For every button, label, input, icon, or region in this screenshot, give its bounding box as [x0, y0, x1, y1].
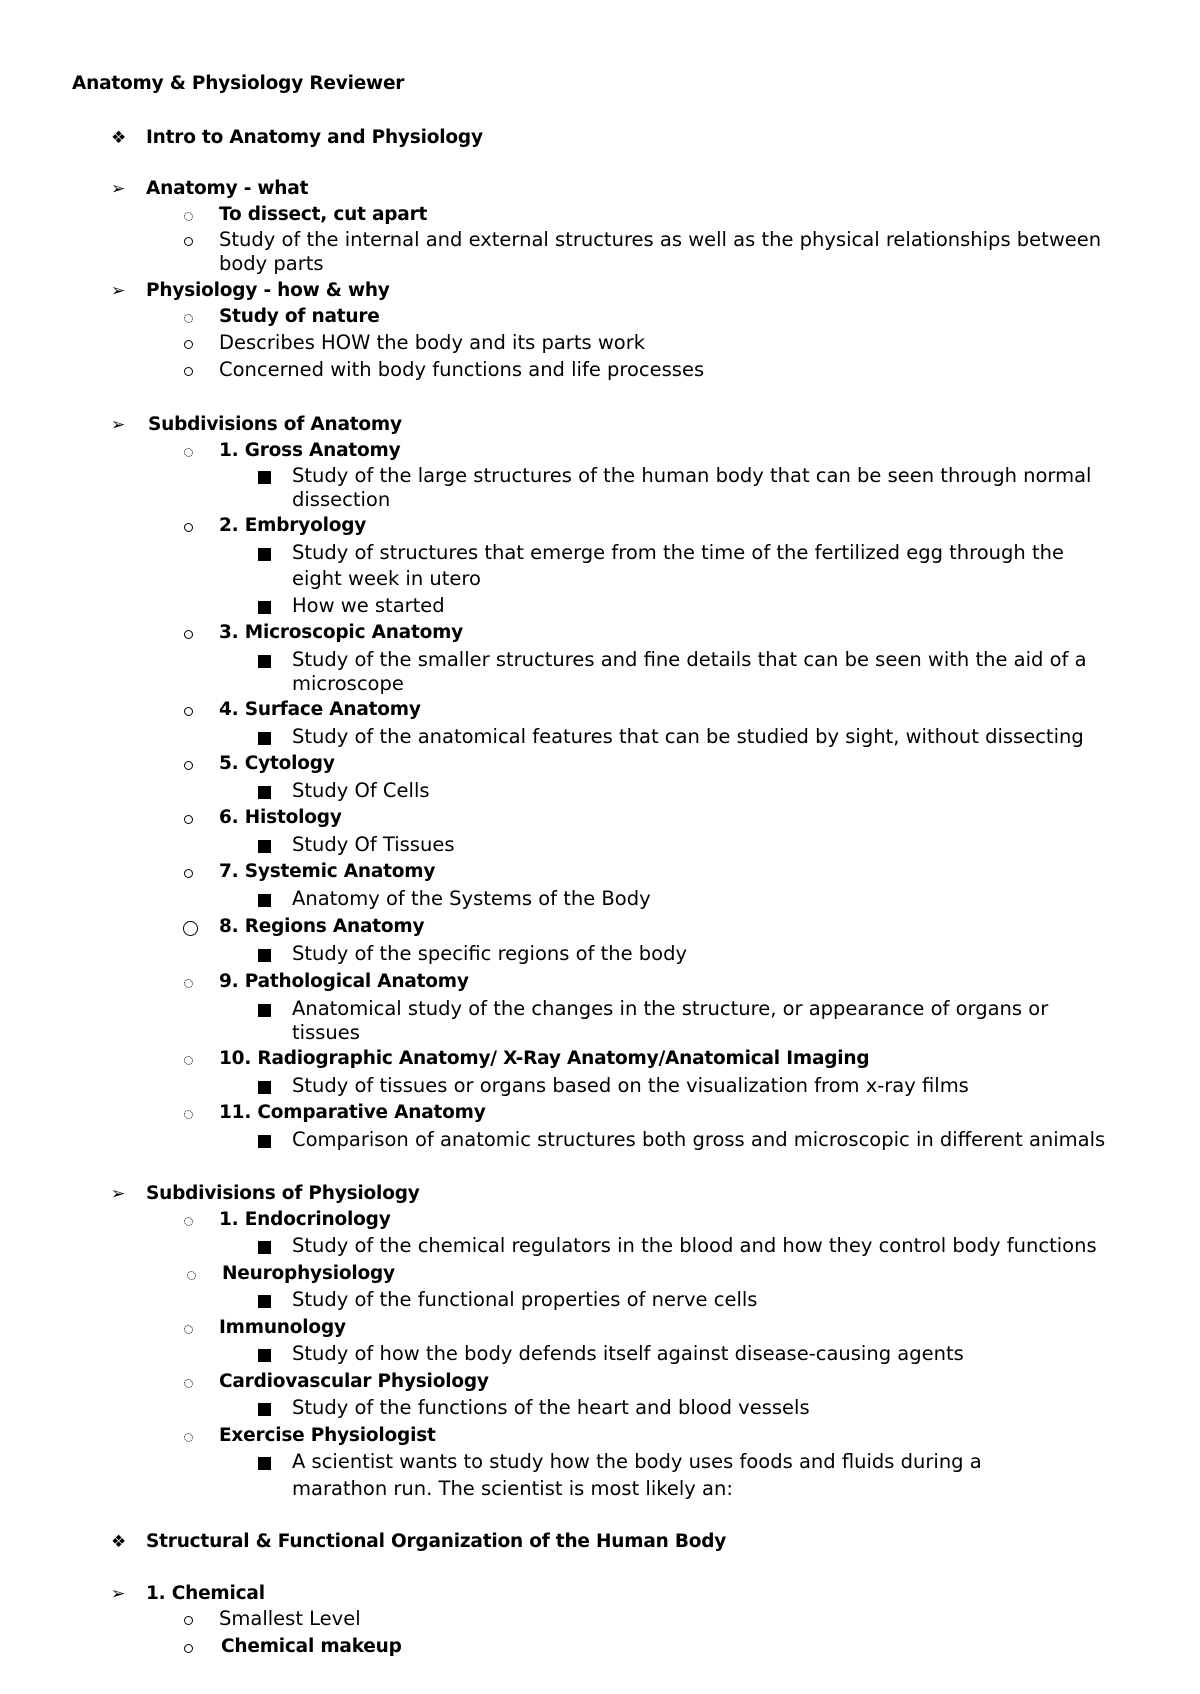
list-item-continuation: eight week in utero	[292, 567, 481, 590]
list-item: 11. Comparative Anatomy	[219, 1102, 486, 1123]
list-item-detail: Study of the chemical regulators in the blood and how they control body functions	[292, 1234, 1097, 1257]
circle-bullet-icon	[184, 1433, 193, 1442]
square-bullet-icon	[258, 840, 271, 853]
list-item-detail: How we started	[292, 594, 445, 617]
circle-bullet-icon	[184, 523, 193, 532]
topic-heading: Anatomy - what	[146, 178, 309, 199]
list-item: 4. Surface Anatomy	[219, 699, 421, 720]
list-item-detail: Study of the large structures of the human body that can be seen through normal	[292, 464, 1092, 487]
list-item: 1. Endocrinology	[219, 1209, 391, 1230]
list-item-detail: Study of the functions of the heart and blood vessels	[292, 1396, 810, 1419]
list-item-detail: Study of the smaller structures and fine details that can be seen with the aid of a	[292, 648, 1087, 671]
square-bullet-icon	[258, 1457, 271, 1470]
arrow-bullet-icon: ➢	[111, 1184, 126, 1204]
square-bullet-icon	[258, 655, 271, 668]
circle-bullet-icon	[184, 1616, 193, 1625]
list-item-detail: Anatomy of the Systems of the Body	[292, 887, 651, 910]
circle-bullet-icon	[184, 237, 193, 246]
list-item: 7. Systemic Anatomy	[219, 861, 436, 882]
section-heading: Intro to Anatomy and Physiology	[146, 127, 483, 148]
list-item: Study of nature	[219, 306, 380, 327]
topic-heading: 1. Chemical	[146, 1583, 265, 1604]
section-heading: Structural & Functional Organization of the Human Body	[146, 1531, 727, 1552]
circle-bullet-icon	[184, 869, 193, 878]
square-bullet-icon	[258, 1403, 271, 1416]
square-bullet-icon	[258, 601, 271, 614]
page-title: Anatomy & Physiology Reviewer	[72, 73, 405, 94]
list-item: Smallest Level	[219, 1607, 361, 1630]
circle-bullet-icon	[184, 979, 193, 988]
circle-bullet-icon	[184, 707, 193, 716]
list-item: Describes HOW the body and its parts work	[219, 331, 646, 354]
square-bullet-icon	[258, 471, 271, 484]
list-item: Immunology	[219, 1317, 346, 1338]
circle-bullet-icon	[184, 340, 193, 349]
list-item: Cardiovascular Physiology	[219, 1371, 489, 1392]
list-item: 8. Regions Anatomy	[219, 916, 425, 937]
list-item-detail: A scientist wants to study how the body uses foods and fluids during a	[292, 1450, 982, 1473]
list-item-detail: Anatomical study of the changes in the structure, or appearance of organs or	[292, 997, 1049, 1020]
list-item: 9. Pathological Anatomy	[219, 971, 469, 992]
circle-bullet-icon	[184, 212, 193, 221]
circle-bullet-icon	[184, 1325, 193, 1334]
list-item: 6. Histology	[219, 807, 342, 828]
list-item: Neurophysiology	[222, 1263, 395, 1284]
diamond-bullet-icon: ❖	[111, 128, 127, 148]
circle-bullet-icon	[184, 1056, 193, 1065]
list-item: 1. Gross Anatomy	[219, 440, 401, 461]
arrow-bullet-icon: ➢	[111, 281, 126, 301]
list-item-detail: Study of the functional properties of nerve cells	[292, 1288, 758, 1311]
arrow-bullet-icon: ➢	[111, 415, 126, 435]
list-item: 10. Radiographic Anatomy/ X-Ray Anatomy/Anatomical Imaging	[219, 1048, 870, 1069]
circle-bullet-icon	[184, 1110, 193, 1119]
list-item-continuation: body parts	[219, 252, 324, 275]
list-item-detail: Study Of Tissues	[292, 833, 455, 856]
list-item-detail: Study of the anatomical features that can be studied by sight, without dissecting	[292, 725, 1084, 748]
square-bullet-icon	[258, 548, 271, 561]
list-item: 3. Microscopic Anatomy	[219, 622, 464, 643]
diamond-bullet-icon: ❖	[111, 1532, 127, 1552]
square-bullet-icon	[258, 1295, 271, 1308]
circle-bullet-icon	[184, 367, 193, 376]
circle-bullet-icon	[183, 921, 198, 936]
square-bullet-icon	[258, 1241, 271, 1254]
square-bullet-icon	[258, 949, 271, 962]
list-item-detail: Study of tissues or organs based on the visualization from x-ray films	[292, 1074, 969, 1097]
circle-bullet-icon	[184, 761, 193, 770]
square-bullet-icon	[258, 732, 271, 745]
square-bullet-icon	[258, 1349, 271, 1362]
topic-heading: Physiology - how & why	[146, 280, 390, 301]
list-item-detail: Study of structures that emerge from the time of the fertilized egg through the	[292, 541, 1064, 564]
list-item: Concerned with body functions and life processes	[219, 358, 705, 381]
circle-bullet-icon	[184, 1644, 193, 1653]
list-item-continuation: dissection	[292, 488, 391, 511]
square-bullet-icon	[258, 894, 271, 907]
list-item: To dissect, cut apart	[219, 204, 428, 225]
list-item-detail: Comparison of anatomic structures both gross and microscopic in different animals	[292, 1128, 1106, 1151]
list-item-detail: Study of how the body defends itself against disease-causing agents	[292, 1342, 964, 1365]
list-item-continuation: microscope	[292, 672, 404, 695]
topic-heading: Subdivisions of Anatomy	[148, 414, 402, 435]
topic-heading: Subdivisions of Physiology	[146, 1183, 420, 1204]
circle-bullet-icon	[184, 1217, 193, 1226]
circle-bullet-icon	[184, 448, 193, 457]
arrow-bullet-icon: ➢	[111, 1584, 126, 1604]
list-item: Study of the internal and external structures as well as the physical relationships between	[219, 228, 1102, 251]
arrow-bullet-icon: ➢	[111, 179, 126, 199]
circle-bullet-icon	[184, 1379, 193, 1388]
circle-bullet-icon	[187, 1271, 196, 1280]
list-item-detail: Study Of Cells	[292, 779, 430, 802]
list-item: 2. Embryology	[219, 515, 367, 536]
list-item: 5. Cytology	[219, 753, 335, 774]
list-item-detail: Study of the specific regions of the body	[292, 942, 688, 965]
square-bullet-icon	[258, 1004, 271, 1017]
square-bullet-icon	[258, 1081, 271, 1094]
circle-bullet-icon	[184, 630, 193, 639]
list-item-continuation: marathon run. The scientist is most likely an:	[292, 1477, 733, 1500]
square-bullet-icon	[258, 1135, 271, 1148]
list-item-continuation: tissues	[292, 1021, 360, 1044]
list-item: Exercise Physiologist	[219, 1425, 436, 1446]
circle-bullet-icon	[184, 815, 193, 824]
square-bullet-icon	[258, 786, 271, 799]
circle-bullet-icon	[184, 314, 193, 323]
list-item: Chemical makeup	[221, 1636, 402, 1657]
